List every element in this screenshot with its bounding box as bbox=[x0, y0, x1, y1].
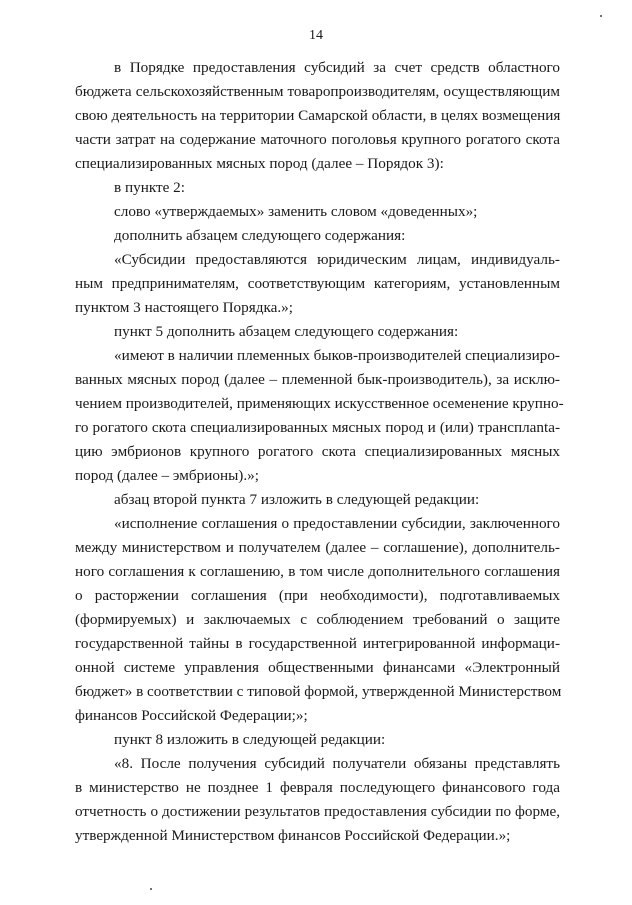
page-number: 14 bbox=[309, 28, 323, 43]
text-line: цию эмбрионов крупного рогатого скота специализированных мясных bbox=[75, 443, 560, 460]
text-line: «исполнение соглашения о предоставлении субсидии, заключенного bbox=[114, 515, 560, 532]
text-line: «Субсидии предоставляются юридическим лицам, индивидуаль- bbox=[114, 251, 560, 268]
text-line: го рогатого скота специализированных мясных пород и (или) трансплanta- bbox=[75, 419, 560, 436]
text-line: бюджета сельскохозяйственным товаропроизводителям, осуществляющим bbox=[75, 83, 560, 100]
text-line: в пункте 2: bbox=[114, 179, 185, 196]
scan-speck bbox=[150, 888, 152, 890]
text-line: бюджет» в соответствии с типовой формой, утвержденной Министерством bbox=[75, 683, 562, 700]
text-line: чением производителей, применяющих искусственное осеменение крупно- bbox=[75, 395, 564, 412]
text-line: «8. После получения субсидий получатели обязаны представлять bbox=[114, 755, 560, 772]
scan-speck bbox=[600, 15, 602, 17]
text-line: слово «утверждаемых» заменить словом «доведенных»; bbox=[114, 203, 478, 220]
text-line: пункт 8 изложить в следующей редакции: bbox=[114, 731, 386, 748]
text-line: государственной тайны в государственной интегрированной информаци- bbox=[75, 635, 560, 652]
text-line: финансов Российской Федерации;»; bbox=[75, 707, 308, 724]
text-line: между министерством и получателем (далее – соглашение), дополнитель- bbox=[75, 539, 560, 556]
text-line: утвержденной Министерством финансов Российской Федерации.»; bbox=[75, 827, 511, 844]
text-line: (формируемых) и заключаемых с соблюдением требований о защите bbox=[75, 611, 560, 628]
text-line: ного соглашения к соглашению, в том числе дополнительного соглашения bbox=[75, 563, 560, 580]
text-line: абзац второй пункта 7 изложить в следующей редакции: bbox=[114, 491, 480, 508]
text-line: пункт 5 дополнить абзацем следующего содержания: bbox=[114, 323, 459, 340]
text-line: ванных мясных пород (далее – племенной бык-производитель), за исклю- bbox=[75, 371, 560, 388]
text-line: в Порядке предоставления субсидий за счет средств областного bbox=[114, 59, 560, 76]
text-line: части затрат на содержание маточного поголовья крупного рогатого скота bbox=[75, 131, 560, 148]
text-line: специализированных мясных пород (далее – Порядок 3): bbox=[75, 155, 444, 172]
text-line: пород (далее – эмбрионы).»; bbox=[75, 467, 259, 484]
text-line: в министерство не позднее 1 февраля последующего финансового года bbox=[75, 779, 560, 796]
text-line: отчетность о достижении результатов предоставления субсидии по форме, bbox=[75, 803, 560, 820]
text-line: онной системе управления общественными финансами «Электронный bbox=[75, 659, 560, 676]
text-line: ным предпринимателям, соответствующим категориям, установленным bbox=[75, 275, 560, 292]
text-line: о расторжении соглашения (при необходимости), подготавливаемых bbox=[75, 587, 560, 604]
text-line: дополнить абзацем следующего содержания: bbox=[114, 227, 406, 244]
text-line: пунктом 3 настоящего Порядка.»; bbox=[75, 299, 293, 316]
text-line: «имеют в наличии племенных быков-производителей специализиро- bbox=[114, 347, 560, 364]
text-line: свою деятельность на территории Самарской области, в целях возмещения bbox=[75, 107, 561, 124]
